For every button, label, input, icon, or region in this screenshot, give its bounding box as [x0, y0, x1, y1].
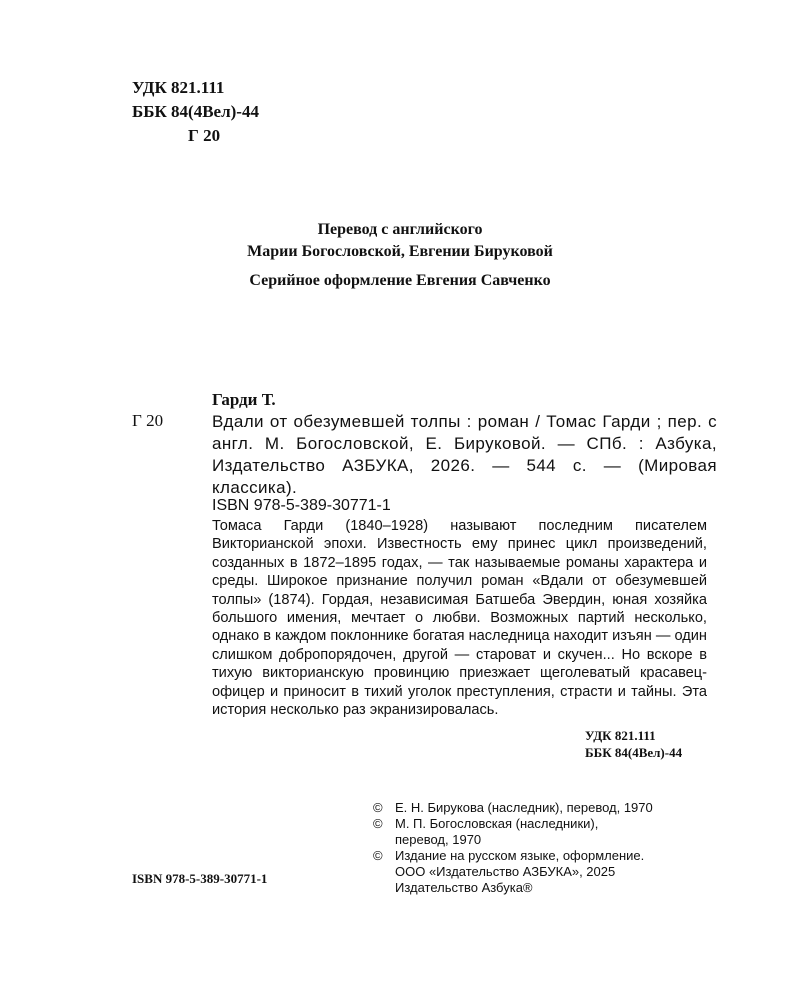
- classification-right: [585, 727, 682, 761]
- copyright-text: Е. Н. Бирукова (наследник), перевод, 1970: [395, 800, 653, 815]
- copyright-icon: ©: [373, 816, 383, 831]
- copyright-item: [373, 816, 653, 848]
- copyright-icon: ©: [373, 848, 383, 863]
- udk-code-right: УДК 821.111: [585, 728, 656, 743]
- translation-line-1: Перевод с английского: [317, 221, 483, 238]
- isbn: ISBN 978-5-389-30771-1: [212, 497, 391, 514]
- record-code: Г 20: [132, 411, 164, 430]
- bibliographic-description: Вдали от обезумевшей толпы : роман / Томас Гарди ; пер. с англ. М. Богословской, Е. Бируковой. — СПб. : Азбука, Издательство АЗБУКА, 2026. — 544 с. — (Мировая классика).: [212, 412, 717, 497]
- classification-block: [132, 76, 259, 148]
- isbn-bottom: ISBN 978-5-389-30771-1: [132, 871, 268, 886]
- bbk-code-right: ББК 84(4Вел)-44: [585, 745, 683, 760]
- copyright-text: М. П. Богословская (наследники), перевод, 1970: [395, 816, 599, 847]
- bbk-code: ББК 84(4Вел)-44: [132, 102, 259, 121]
- copyright-list: [373, 800, 653, 896]
- copyright-icon: ©: [373, 800, 383, 815]
- copyright-item: [373, 800, 653, 816]
- annotation: Томаса Гарди (1840–1928) называют последним писателем Викторианской эпохи. Известность ему принес цикл произведений, созданных в 1872–1895 годах, — так называемые романы характера и среды. Широкое признание получил роман «Вдали от обезумевшей толпы» (1874). Гордая, независимая Батшеба Эвердин, юная хозяйка большого имения, мечтает о любви. Возможных партий несколько, однако в каждом поклоннике богатая наследница находит изъян — один слишком добропорядочен, другой — староват и скучен... Но вскоре в тихую викторианскую провинцию приезжает щеголеватый красавец-офицер и приносит в тихий уголок преступления, страсти и тайны. Эта история несколько раз экранизировалась.: [212, 518, 707, 719]
- author-sign: Г 20: [188, 126, 221, 145]
- series-design-credit: Серийное оформление Евгения Савченко: [249, 272, 551, 289]
- copyright-item: [373, 848, 653, 896]
- translation-line-2: Марии Богословской, Евгении Бируковой: [247, 243, 553, 260]
- copyright-text: Издание на русском языке, оформление. ООО «Издательство АЗБУКА», 2025 Издательство Азбука®: [395, 848, 645, 895]
- udk-code: УДК 821.111: [132, 78, 225, 97]
- author-heading: Гарди Т.: [212, 390, 276, 409]
